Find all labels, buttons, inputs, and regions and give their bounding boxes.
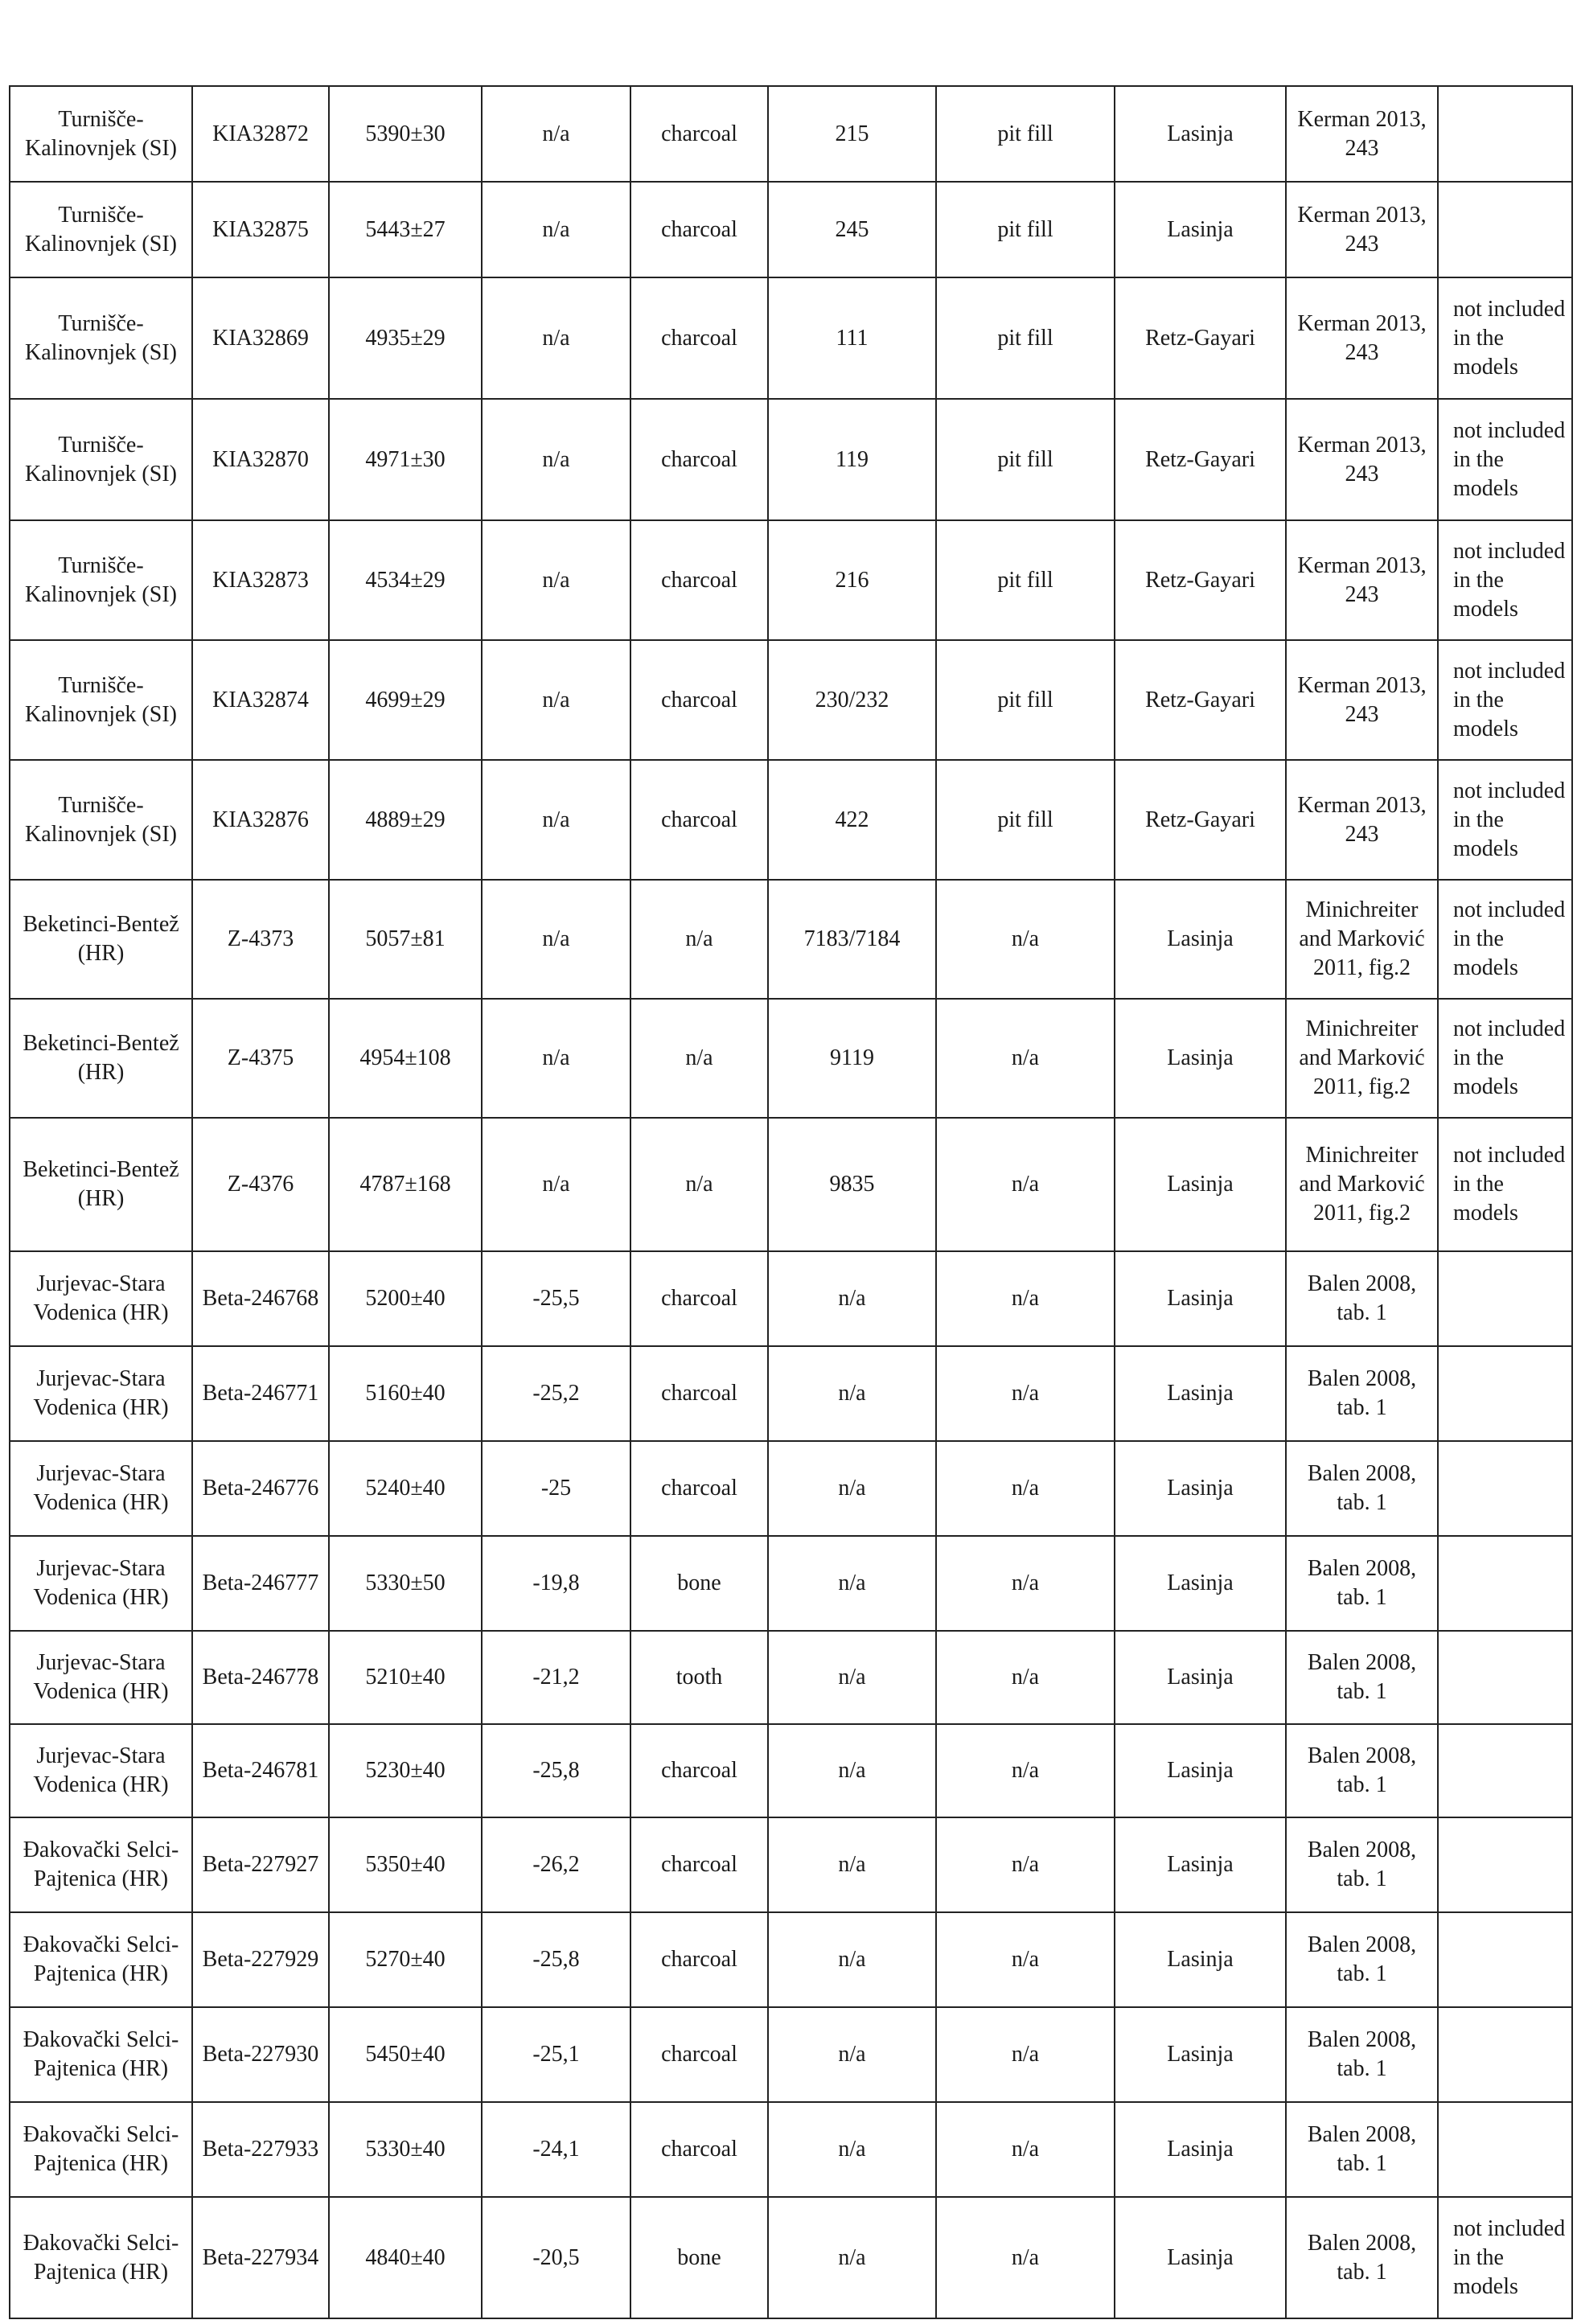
feature-cell: 245 [768,182,936,277]
bp-date-cell: 5210±40 [329,1631,482,1724]
table-row [10,2102,1572,2197]
lab-code-cell: Beta-246781 [192,1724,329,1817]
context-cell: pit fill [936,182,1115,277]
site-cell: Turnišče-Kalinovnjek (SI) [10,399,192,520]
bp-date-cell: 5230±40 [329,1724,482,1817]
culture-cell: Lasinja [1115,1817,1286,1912]
site-cell: Jurjevac-Stara Vodenica (HR) [10,1441,192,1536]
bp-date-cell: 5330±40 [329,2102,482,2197]
d13c-cell: n/a [482,999,630,1118]
context-cell: n/a [936,1536,1115,1631]
reference-cell: Balen 2008, tab. 1 [1286,1251,1438,1346]
material-cell: charcoal [630,1912,768,2007]
context-cell: n/a [936,1346,1115,1441]
radiocarbon-dates-table [9,85,1573,2319]
feature-cell: n/a [768,1251,936,1346]
bp-date-cell: 5057±81 [329,880,482,999]
context-cell: n/a [936,2197,1115,2318]
bp-date-cell: 5160±40 [329,1346,482,1441]
feature-cell: 9119 [768,999,936,1118]
lab-code-cell: KIA32870 [192,399,329,520]
reference-cell: Balen 2008, tab. 1 [1286,1536,1438,1631]
feature-cell: n/a [768,1912,936,2007]
lab-code-cell: KIA32876 [192,760,329,880]
site-cell: Jurjevac-Stara Vodenica (HR) [10,1536,192,1631]
reference-cell: Kerman 2013, 243 [1286,86,1438,182]
bp-date-cell: 4840±40 [329,2197,482,2318]
lab-code-cell: KIA32869 [192,277,329,399]
reference-cell: Minichreiter and Marković 2011, fig.2 [1286,999,1438,1118]
material-cell: bone [630,1536,768,1631]
lab-code-cell: KIA32874 [192,640,329,760]
table-row [10,1441,1572,1536]
site-cell: Jurjevac-Stara Vodenica (HR) [10,1346,192,1441]
culture-cell: Lasinja [1115,2197,1286,2318]
culture-cell: Lasinja [1115,182,1286,277]
note-cell: not included in the models [1438,277,1572,399]
bp-date-cell: 4954±108 [329,999,482,1118]
reference-cell: Balen 2008, tab. 1 [1286,1631,1438,1724]
table-row [10,1724,1572,1817]
material-cell: n/a [630,880,768,999]
site-cell: Turnišče-Kalinovnjek (SI) [10,86,192,182]
note-cell [1438,86,1572,182]
d13c-cell: -26,2 [482,1817,630,1912]
lab-code-cell: Beta-246777 [192,1536,329,1631]
d13c-cell: n/a [482,182,630,277]
lab-code-cell: Z-4373 [192,880,329,999]
note-cell [1438,1817,1572,1912]
lab-code-cell: Beta-227930 [192,2007,329,2102]
d13c-cell: -19,8 [482,1536,630,1631]
culture-cell: Lasinja [1115,2007,1286,2102]
site-cell: Jurjevac-Stara Vodenica (HR) [10,1724,192,1817]
context-cell: n/a [936,2102,1115,2197]
reference-cell: Kerman 2013, 243 [1286,640,1438,760]
site-cell: Beketinci-Bentež (HR) [10,880,192,999]
reference-cell: Balen 2008, tab. 1 [1286,1724,1438,1817]
note-cell [1438,1346,1572,1441]
table-row [10,182,1572,277]
lab-code-cell: Beta-246778 [192,1631,329,1724]
bp-date-cell: 5200±40 [329,1251,482,1346]
note-cell: not included in the models [1438,999,1572,1118]
material-cell: n/a [630,1118,768,1251]
material-cell: charcoal [630,2007,768,2102]
context-cell: n/a [936,1251,1115,1346]
culture-cell: Lasinja [1115,2102,1286,2197]
bp-date-cell: 5450±40 [329,2007,482,2102]
feature-cell: n/a [768,1631,936,1724]
context-cell: n/a [936,1817,1115,1912]
culture-cell: Lasinja [1115,86,1286,182]
table-row [10,1817,1572,1912]
material-cell: charcoal [630,1251,768,1346]
reference-cell: Kerman 2013, 243 [1286,399,1438,520]
site-cell: Beketinci-Bentež (HR) [10,999,192,1118]
site-cell: Turnišče-Kalinovnjek (SI) [10,760,192,880]
note-cell [1438,2102,1572,2197]
reference-cell: Balen 2008, tab. 1 [1286,1912,1438,2007]
site-cell: Jurjevac-Stara Vodenica (HR) [10,1631,192,1724]
bp-date-cell: 5390±30 [329,86,482,182]
feature-cell: n/a [768,1346,936,1441]
d13c-cell: -25,1 [482,2007,630,2102]
site-cell: Đakovački Selci-Pajtenica (HR) [10,2007,192,2102]
bp-date-cell: 4971±30 [329,399,482,520]
site-cell: Đakovački Selci-Pajtenica (HR) [10,2102,192,2197]
d13c-cell: n/a [482,277,630,399]
d13c-cell: -25,5 [482,1251,630,1346]
bp-date-cell: 5350±40 [329,1817,482,1912]
d13c-cell: -20,5 [482,2197,630,2318]
note-cell [1438,1631,1572,1724]
culture-cell: Retz-Gayari [1115,277,1286,399]
lab-code-cell: Beta-227934 [192,2197,329,2318]
context-cell: pit fill [936,399,1115,520]
d13c-cell: -24,1 [482,2102,630,2197]
bp-date-cell: 5330±50 [329,1536,482,1631]
material-cell: charcoal [630,640,768,760]
culture-cell: Lasinja [1115,1536,1286,1631]
material-cell: charcoal [630,2102,768,2197]
lab-code-cell: Beta-246768 [192,1251,329,1346]
note-cell [1438,1251,1572,1346]
note-cell [1438,1441,1572,1536]
d13c-cell: -25,8 [482,1724,630,1817]
reference-cell: Kerman 2013, 243 [1286,182,1438,277]
note-cell: not included in the models [1438,2197,1572,2318]
site-cell: Đakovački Selci-Pajtenica (HR) [10,1817,192,1912]
note-cell: not included in the models [1438,1118,1572,1251]
reference-cell: Balen 2008, tab. 1 [1286,1817,1438,1912]
feature-cell: 7183/7184 [768,880,936,999]
note-cell [1438,1724,1572,1817]
lab-code-cell: Beta-227933 [192,2102,329,2197]
table-row [10,1251,1572,1346]
bp-date-cell: 4935±29 [329,277,482,399]
site-cell: Đakovački Selci-Pajtenica (HR) [10,2197,192,2318]
feature-cell: n/a [768,1817,936,1912]
context-cell: n/a [936,1441,1115,1536]
context-cell: n/a [936,2007,1115,2102]
context-cell: n/a [936,1118,1115,1251]
note-cell [1438,182,1572,277]
lab-code-cell: Beta-227927 [192,1817,329,1912]
bp-date-cell: 5443±27 [329,182,482,277]
context-cell: pit fill [936,760,1115,880]
d13c-cell: n/a [482,520,630,640]
d13c-cell: -25,8 [482,1912,630,2007]
lab-code-cell: KIA32873 [192,520,329,640]
table-row [10,277,1572,399]
culture-cell: Lasinja [1115,1441,1286,1536]
site-cell: Turnišče-Kalinovnjek (SI) [10,640,192,760]
culture-cell: Retz-Gayari [1115,520,1286,640]
radiocarbon-dates-table-wrapper [9,85,1571,2319]
culture-cell: Retz-Gayari [1115,399,1286,520]
table-row [10,1118,1572,1251]
table-row [10,2007,1572,2102]
material-cell: charcoal [630,399,768,520]
table-row [10,880,1572,999]
culture-cell: Lasinja [1115,880,1286,999]
context-cell: pit fill [936,520,1115,640]
reference-cell: Balen 2008, tab. 1 [1286,1441,1438,1536]
culture-cell: Lasinja [1115,1631,1286,1724]
lab-code-cell: Beta-246776 [192,1441,329,1536]
bp-date-cell: 4534±29 [329,520,482,640]
bp-date-cell: 4787±168 [329,1118,482,1251]
lab-code-cell: Z-4375 [192,999,329,1118]
context-cell: pit fill [936,277,1115,399]
d13c-cell: n/a [482,399,630,520]
material-cell: charcoal [630,1724,768,1817]
bp-date-cell: 4889±29 [329,760,482,880]
note-cell [1438,2007,1572,2102]
context-cell: n/a [936,1724,1115,1817]
note-cell: not included in the models [1438,399,1572,520]
culture-cell: Lasinja [1115,999,1286,1118]
reference-cell: Minichreiter and Marković 2011, fig.2 [1286,1118,1438,1251]
note-cell: not included in the models [1438,760,1572,880]
material-cell: charcoal [630,1441,768,1536]
feature-cell: 422 [768,760,936,880]
feature-cell: n/a [768,2102,936,2197]
site-cell: Turnišče-Kalinovnjek (SI) [10,520,192,640]
lab-code-cell: Beta-246771 [192,1346,329,1441]
lab-code-cell: Beta-227929 [192,1912,329,2007]
material-cell: charcoal [630,277,768,399]
feature-cell: n/a [768,2197,936,2318]
site-cell: Turnišče-Kalinovnjek (SI) [10,182,192,277]
note-cell: not included in the models [1438,640,1572,760]
table-row [10,1536,1572,1631]
d13c-cell: -25,2 [482,1346,630,1441]
material-cell: charcoal [630,1817,768,1912]
d13c-cell: n/a [482,640,630,760]
culture-cell: Lasinja [1115,1251,1286,1346]
note-cell: not included in the models [1438,880,1572,999]
site-cell: Đakovački Selci-Pajtenica (HR) [10,1912,192,2007]
d13c-cell: -25 [482,1441,630,1536]
material-cell: charcoal [630,86,768,182]
reference-cell: Kerman 2013, 243 [1286,760,1438,880]
feature-cell: 215 [768,86,936,182]
bp-date-cell: 5270±40 [329,1912,482,2007]
culture-cell: Retz-Gayari [1115,760,1286,880]
table-row [10,399,1572,520]
feature-cell: 119 [768,399,936,520]
table-row [10,640,1572,760]
note-cell: not included in the models [1438,520,1572,640]
d13c-cell: -21,2 [482,1631,630,1724]
bp-date-cell: 5240±40 [329,1441,482,1536]
table-row [10,520,1572,640]
bp-date-cell: 4699±29 [329,640,482,760]
d13c-cell: n/a [482,880,630,999]
culture-cell: Lasinja [1115,1346,1286,1441]
d13c-cell: n/a [482,760,630,880]
feature-cell: n/a [768,1441,936,1536]
feature-cell: 230/232 [768,640,936,760]
reference-cell: Kerman 2013, 243 [1286,277,1438,399]
feature-cell: n/a [768,1536,936,1631]
culture-cell: Lasinja [1115,1724,1286,1817]
table-row [10,1346,1572,1441]
table-row [10,999,1572,1118]
table-row [10,760,1572,880]
context-cell: n/a [936,999,1115,1118]
feature-cell: 216 [768,520,936,640]
context-cell: n/a [936,1631,1115,1724]
site-cell: Beketinci-Bentež (HR) [10,1118,192,1251]
material-cell: charcoal [630,182,768,277]
feature-cell: 9835 [768,1118,936,1251]
reference-cell: Balen 2008, tab. 1 [1286,2102,1438,2197]
table-row [10,1912,1572,2007]
site-cell: Turnišče-Kalinovnjek (SI) [10,277,192,399]
reference-cell: Minichreiter and Marković 2011, fig.2 [1286,880,1438,999]
feature-cell: n/a [768,2007,936,2102]
material-cell: charcoal [630,1346,768,1441]
table-row [10,86,1572,182]
d13c-cell: n/a [482,86,630,182]
table-row [10,2197,1572,2318]
feature-cell: 111 [768,277,936,399]
context-cell: pit fill [936,640,1115,760]
culture-cell: Lasinja [1115,1118,1286,1251]
culture-cell: Lasinja [1115,1912,1286,2007]
context-cell: pit fill [936,86,1115,182]
table-row [10,1631,1572,1724]
reference-cell: Balen 2008, tab. 1 [1286,2197,1438,2318]
context-cell: n/a [936,880,1115,999]
note-cell [1438,1536,1572,1631]
reference-cell: Kerman 2013, 243 [1286,520,1438,640]
material-cell: tooth [630,1631,768,1724]
lab-code-cell: KIA32875 [192,182,329,277]
reference-cell: Balen 2008, tab. 1 [1286,1346,1438,1441]
context-cell: n/a [936,1912,1115,2007]
lab-code-cell: Z-4376 [192,1118,329,1251]
table-body [10,86,1572,2318]
material-cell: charcoal [630,760,768,880]
material-cell: bone [630,2197,768,2318]
reference-cell: Balen 2008, tab. 1 [1286,2007,1438,2102]
feature-cell: n/a [768,1724,936,1817]
site-cell: Jurjevac-Stara Vodenica (HR) [10,1251,192,1346]
material-cell: charcoal [630,520,768,640]
note-cell [1438,1912,1572,2007]
d13c-cell: n/a [482,1118,630,1251]
material-cell: n/a [630,999,768,1118]
culture-cell: Retz-Gayari [1115,640,1286,760]
lab-code-cell: KIA32872 [192,86,329,182]
